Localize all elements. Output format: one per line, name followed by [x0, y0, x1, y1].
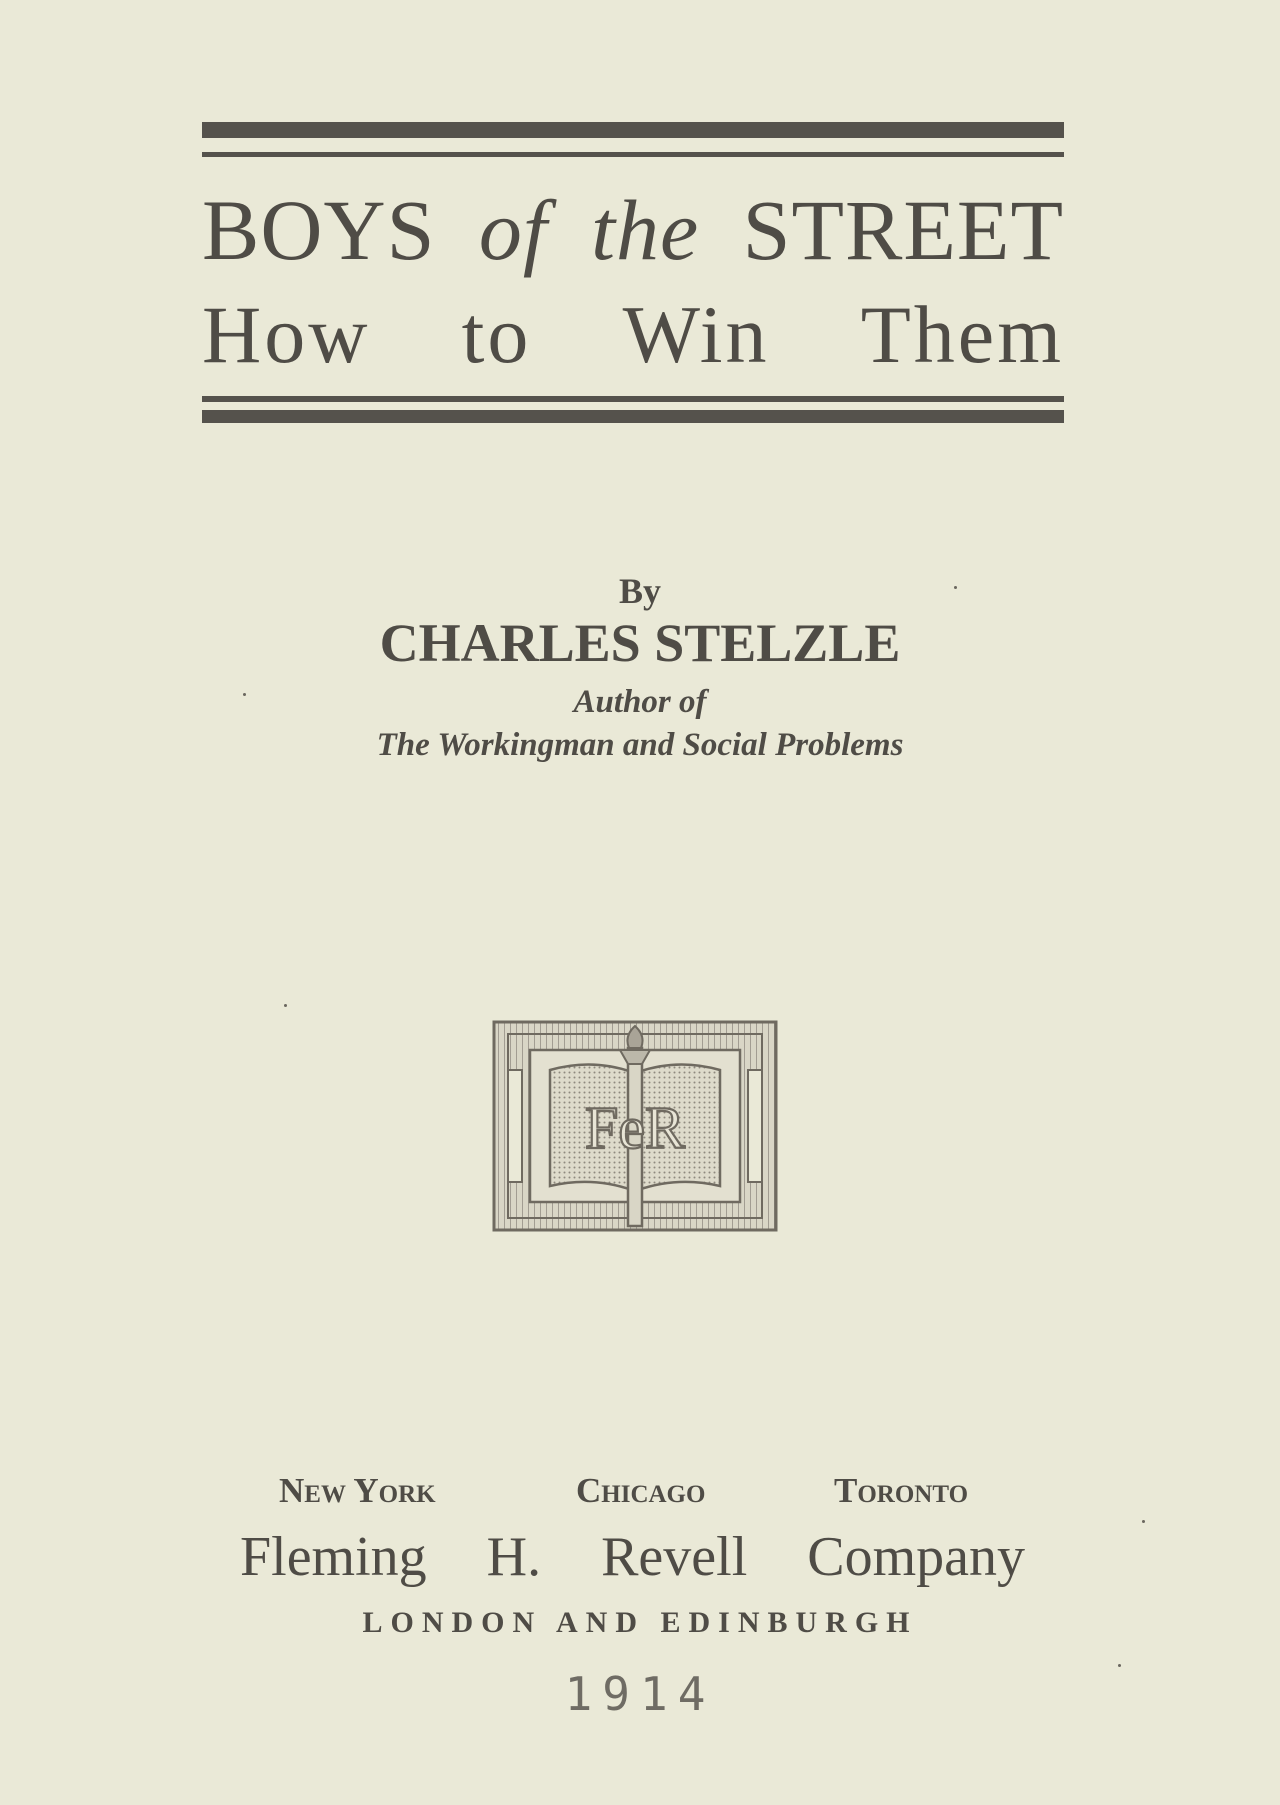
by-label: By — [618, 571, 661, 611]
publisher-emblem-torch-book-icon — [492, 1020, 778, 1232]
city-chicago: Chicago — [576, 1471, 706, 1510]
publisher-word: Fleming — [240, 1526, 427, 1588]
title-word-the: the — [591, 182, 700, 278]
title-word-boys: BOYS — [202, 182, 436, 278]
top-thin-rule — [202, 152, 1064, 157]
publisher-word: H. — [486, 1526, 542, 1588]
top-thick-rule — [202, 122, 1064, 138]
subtitle-word: Win — [622, 289, 770, 380]
publisher-locations: LONDON AND EDINBURGH — [362, 1606, 918, 1639]
paper-speck — [243, 693, 246, 696]
bottom-thin-rule — [202, 396, 1064, 402]
other-work-title: The Workingman and Social Problems — [376, 727, 904, 763]
title-word-street: STREET — [742, 182, 1064, 278]
publisher-word: Company — [807, 1526, 1025, 1588]
title-line-2 — [202, 285, 1064, 385]
paper-speck — [954, 586, 957, 589]
subtitle-word: Them — [860, 289, 1064, 380]
emblem-monogram: FeR — [584, 1095, 686, 1161]
paper-speck — [1118, 1664, 1121, 1667]
paper-speck — [1142, 1520, 1145, 1523]
publisher-name — [240, 1522, 1025, 1592]
title-line-1 — [202, 180, 1064, 280]
bottom-thick-rule — [202, 410, 1064, 423]
paper-speck — [284, 1004, 287, 1007]
subtitle-word: How — [202, 289, 371, 380]
title-word-of: of — [478, 182, 548, 278]
subtitle-word: to — [461, 289, 532, 380]
author-of-label: Author of — [573, 684, 707, 720]
author-name: CHARLES STELZLE — [379, 613, 901, 673]
date-stamp: 1914 — [564, 1667, 716, 1721]
city-new-york: New York — [279, 1471, 436, 1510]
publisher-word: Revell — [601, 1526, 748, 1588]
city-toronto: Toronto — [834, 1471, 969, 1510]
